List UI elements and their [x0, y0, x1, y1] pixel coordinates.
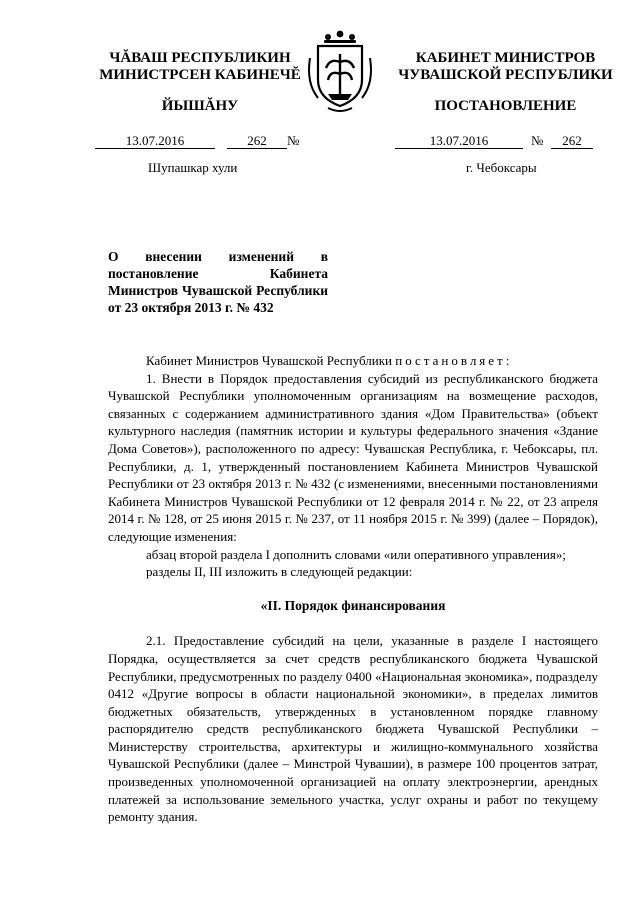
document-body	[108, 352, 598, 826]
doc-type-russian: ПОСТАНОВЛЕНИЕ	[434, 98, 577, 114]
doc-type-chuvash: ЙЫШĂНУ	[161, 98, 239, 114]
date-number-left	[95, 133, 325, 149]
paragraph-4: 2.1. Предоставление субсидий на цели, указанные в разделе I настоящего Порядка, осуществляется за счет средств республиканского бюджета Чувашской Республики, предусмотренных по разделу 0400 «Национальная экономика», подразделу 0412 «Другие вопросы в области национальной экономики», в пределах лимитов бюджетных обязательств, утвержденных в установленном порядке главному распорядителю средств республиканского бюджета Чувашской Республики – Министерству строительства, архитектуры и жилищно-коммунального хозяйства Чувашской Республики (далее – Минстрой Чувашии), в размере 100 процентов затрат, произведенных уполномоченной организацией на оплату электроэнергии, арендных платежей за использование земельного участка, услуг охраны и работ по текущему ремонту здания.	[108, 633, 598, 825]
city-chuvash: Шупашкар хули	[148, 160, 238, 175]
header-left-line2: МИНИСТРСЕН КАБИНЕЧĔ	[99, 67, 301, 83]
header-right-line2: ЧУВАШСКОЙ РЕСПУБЛИКИ	[398, 67, 613, 83]
date-number-right	[395, 133, 595, 149]
number-sign-left: №	[287, 133, 300, 148]
number-sign-right: №	[531, 133, 544, 148]
intro-verb: постановляет:	[395, 353, 513, 368]
date-left: 13.07.2016	[95, 133, 215, 149]
date-right: 13.07.2016	[395, 133, 523, 149]
intro-paragraph	[108, 352, 598, 370]
header-left-line1: ЧĂВАШ РЕСПУБЛИКИН	[109, 50, 291, 66]
number-left: 262	[227, 133, 287, 149]
number-right: 262	[551, 133, 593, 149]
section-title: «II. Порядок финансирования	[260, 597, 446, 613]
header-right-line1: КАБИНЕТ МИНИСТРОВ	[415, 50, 596, 66]
coat-of-arms-icon	[304, 28, 376, 116]
paragraph-1: 1. Внести в Порядок предоставления субсидий из республиканского бюджета Чувашской Республики уполномоченным организациям на возмещение расходов, связанных с содержанием административного здания «Дом Правительства» (объект культурного наследия (памятник истории и культуры федерального значения «Здание Дома Советов»), расположенного по адресу: Чувашская Республика, г. Чебоксары, пл. Республики, д. 1, утвержденный постановлением Кабинета Министров Чувашской Республики от 23 октября 2013 г. № 432 (с изменениями, внесенными постановлениями Кабинета Министров Чувашской Республики от 12 февраля 2014 г. № 22, от 23 апреля 2014 г. № 128, от 25 июня 2015 г. № 237, от 11 ноября 2015 г. № 399) (далее – Порядок), следующие изменения:	[108, 370, 598, 544]
city-russian: г. Чебоксары	[466, 160, 537, 175]
paragraph-3: разделы II, III изложить в следующей редакции:	[146, 564, 413, 580]
paragraph-2: абзац второй раздела I дополнить словами «или оперативного управления»;	[146, 546, 567, 562]
document-subject: О внесении изменений в постановление Кабинета Министров Чувашской Республики от 23 октября 2013 г. № 432	[108, 249, 328, 315]
header-left-org	[95, 50, 305, 84]
header-right-org	[388, 50, 623, 84]
intro-text: Кабинет Министров Чувашской Республики	[146, 353, 396, 368]
